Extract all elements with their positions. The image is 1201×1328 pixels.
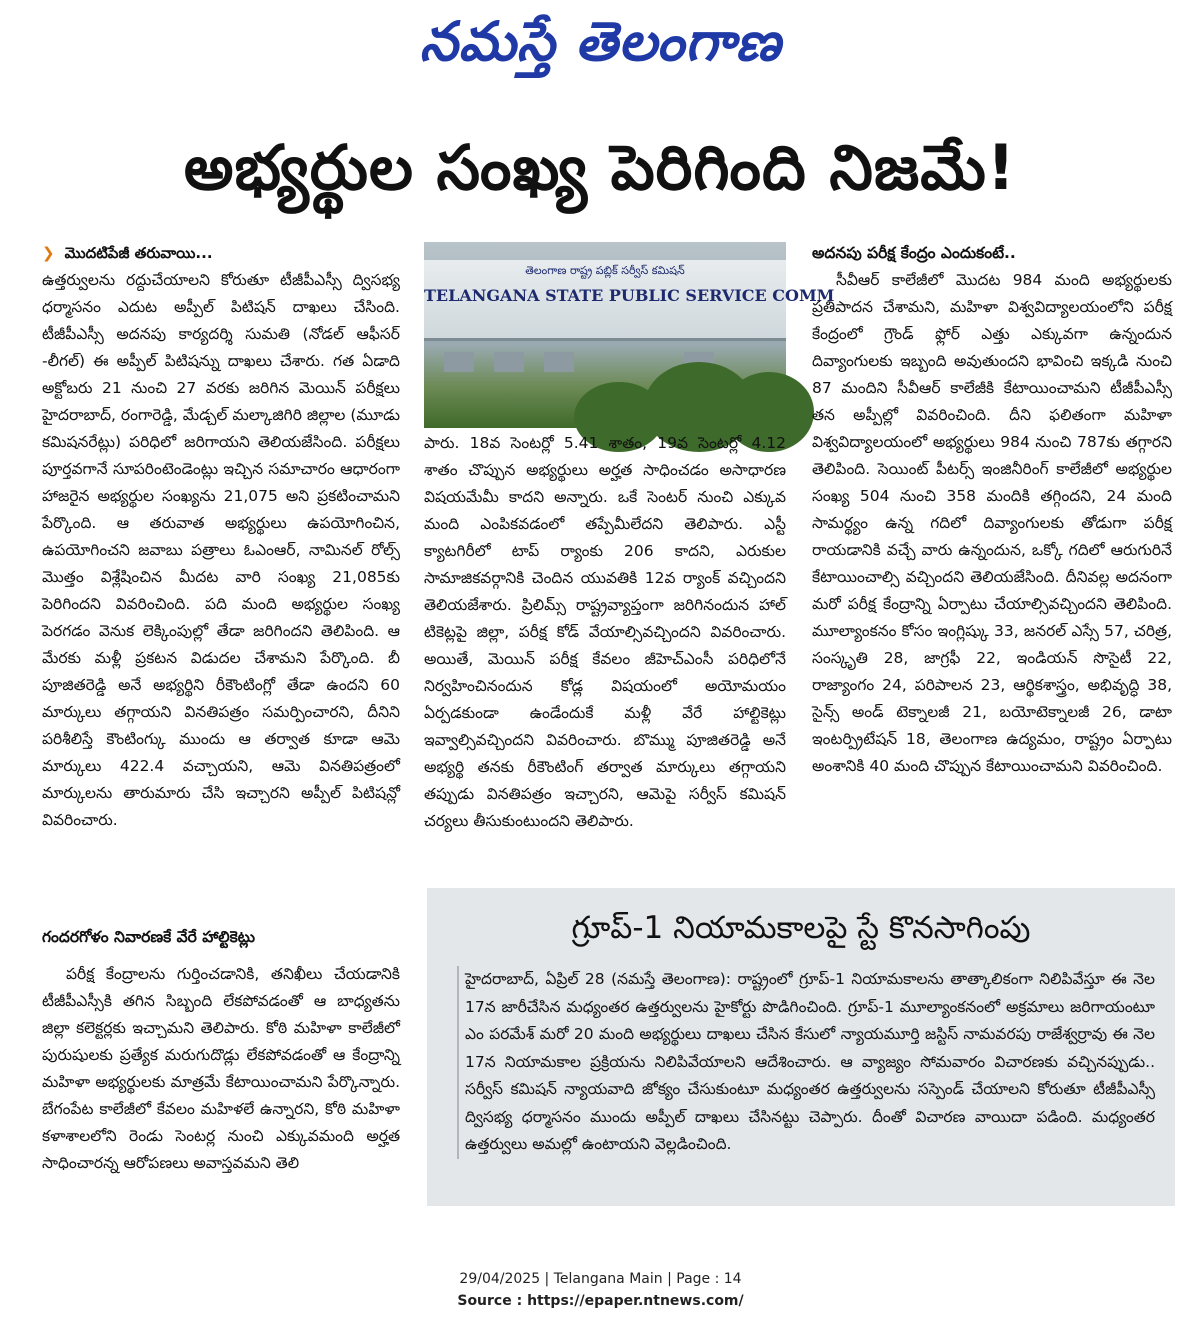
box-text: హైదరాబాద్, ఏప్రిల్ 28 (నమస్తే తెలంగాణ): రాష్ట్రంలో గ్రూప్-1 నియామకాలను తాత్కాలికంగా నిలిపివేస్తూ ఈ నెల 17న జారీచేసిన మధ్యంతర ఉత్తర్వులను హైకోర్టు పొడిగించింది. గ్రూప్-1 మూల్యాంకనంలో అక్రమాలు జరిగాయంటూ ఎం పరమేశ్ మరో 20 మంది అభ్యర్థులు దాఖలు చేసిన కేసులో న్యాయమూర్తి జస్టిస్ నామవరపు రాజేశ్వర్రావు ఈ నెల 17న నియామకాల ప్రక్రియను నిలిపివేయాలని ఆదేశించారు. ఆ వ్యాజ్యం సోమవారం విచారణకు వచ్చినప్పుడు.. సర్వీస్ కమిషన్ న్యాయవాది జోక్యం చేసుకుంటూ మధ్యంతర ఉత్తర్వులను సస్పెండ్ చేయాలని కోరుతూ టీజీపీఎస్సీ ద్విసభ్య ధర్మాసనం ముందు అప్పీల్ దాఖలు చేసినట్టు చెప్పారు. దీంతో విచారణ వాయిదా పడింది. మధ్యంతర ఉత్తర్వులు అమల్లో ఉంటాయని వెల్లడించింది. — [457, 966, 1155, 1159]
article-column-3 — [812, 240, 1172, 780]
section-title: గందరగోళం నివారణకే వేరే హాల్టికెట్లు — [42, 928, 256, 946]
article-column-1-section-2 — [42, 924, 400, 1177]
tspsc-building-photo — [424, 242, 835, 428]
chevron-right-icon: ❯ — [42, 244, 55, 262]
signboard-english-text: TELANGANA STATE PUBLIC SERVICE COMM — [424, 286, 835, 305]
article-column-2 — [424, 430, 786, 835]
section-paragraph: పరీక్ష కేంద్రాలను గుర్తించడానికి, తనిఖీలు చేయడానికి టీజీపీఎస్సీకి తగిన సిబ్బంది లేకపోవడంతో ఆ బాధ్యతను జిల్లా కలెక్టర్లకు ఇచ్చామని తెలిపారు. కోఠి మహిళా కాలేజీలో పురుషులకు ప్రత్యేక మరుగుదొడ్లు లేకపోవడంతో ఆ కేంద్రాన్ని మహిళా అభ్యర్థులకు మాత్రమే కేటాయించామని పేర్కొన్నారు. బేగంపేట కాలేజీలో కేవలం మహిళలే ఉన్నారని, కోఠి మహిళా కళాశాలలోని రెండు సెంటర్ల నుంచి ఎక్కువమంది అర్హత సాధించారన్న ఆరోపణలు అవాస్తవమని తెలి — [42, 965, 400, 1172]
edition-info: 29/04/2025 | Telangana Main | Page : 14 — [459, 1271, 742, 1287]
section-paragraph: సీవీఆర్ కాలేజీలో మొదట 984 మంది అభ్యర్థులకు ప్రతిపాదన చేశామని, మహిళా విశ్వవిద్యాలయంలోని పరీక్ష కేంద్రంలో గ్రౌండ్ ఫ్లోర్ ఎత్తు ఎక్కువగా ఉన్నందున దివ్యాంగులకు ఇబ్బంది అవుతుందని భావించి ఇక్కడి నుంచి 87 మందిని సీవీఆర్ కాలేజీకి కేటాయించామని టీజీపీఎస్సీ తన అప్పీల్లో వివరించింది. దీని ఫలితంగా మహిళా విశ్వవిద్యాలయంలో అభ్యర్థులు 984 నుంచి 787కు తగ్గారని తెలిపింది. సెయింట్ పీటర్స్ ఇంజినీరింగ్ కాలేజీలో అభ్యర్థుల సంఖ్య 504 నుంచి 358 మందికి తగ్గిందని, 24 మంది సామర్థ్యం ఉన్న గదిలో దివ్యాంగులకు తోడుగా పరీక్ష రాయడానికి వచ్చే వారు ఉన్నందున, ఒక్కో గదిలో ఆరుగురినే కేటాయించాల్సి వచ్చిందని తెలియజేసింది. దీనివల్ల అదనంగా మరో పరీక్ష కేంద్రాన్ని ఏర్పాటు చేయాల్సివచ్చిందని తెలిపింది. మూల్యాంకనం కోసం ఇంగ్లిష్కు 33, జనరల్ ఎస్సే 57, చరిత్ర, సంస్కృతి 28, జాగ్రఫీ 22, ఇండియన్ సొసైటీ 22, రాజ్యాంగం 24, పరిపాలన 23, ఆర్థికశాస్త్రం, అభివృద్ధి 38, సైన్స్ అండ్ టెక్నాలజీ 21, బయోటెక్నాలజీ 26, డాటా ఇంటర్ప్రిటేషన్ 18, తెలంగాణ ఉద్యమం, రాష్ట్రం ఏర్పాటు అంశానికి 40 మంది చొప్పున కేటాయించామని వివరించింది. — [812, 271, 1172, 775]
article-paragraph: ఉత్తర్వులను రద్దుచేయాలని కోరుతూ టీజీపీఎస్సీ ద్విసభ్య ధర్మాసనం ఎదుట అప్పీల్ పిటిషన్ దాఖలు చేసింది. టీజీపీఎస్సీ అదనపు కార్యదర్శి సుమతి (నోడల్ ఆఫీసర్ -లీగల్) ఈ అప్పీల్ పిటిషన్ను దాఖలు చేశారు. గత ఏడాది అక్టోబరు 21 నుంచి 27 వరకు జరిగిన మెయిన్ పరీక్షలు హైదరాబాద్, రంగారెడ్డి, మేడ్చల్ మల్కాజిగిరి జిల్లాల (మూడు కమిషనరేట్లు) పరిధిలో జరిగాయని తెలియజేసింది. పరీక్షలు పూర్తవగానే సూపరింటెండెంట్లు ఇచ్చిన సమాచారం ఆధారంగా హాజరైన అభ్యర్థుల సంఖ్యను 21,075 అని ప్రకటించామని పేర్కొంది. ఆ తరువాత అభ్యర్థులు ఉపయోగించిన, ఉపయోగించని జవాబు పత్రాలు ఓఎంఆర్, నామినల్ రోల్స్ మొత్తం విశ్లేషించిన మీదట వారి సంఖ్య 21,085కు పెరిగిందని వివరించింది. పది మంది అభ్యర్థుల సంఖ్య పెరగడం వెనుక లెక్కింపుల్లో తేడా జరిగిందని తెలిపింది. ఆ మేరకు మళ్లీ ప్రకటన విడుదల చేశామని పేర్కొంది. బీ పూజితరెడ్డి అనే అభ్యర్థిని రీకౌంటింగ్లో తేడా ఉందని 60 మార్కులు తగ్గాయని వినతిపత్రం సమర్పించారని, దీనిని పరిశీలిస్తే కౌంటింగ్కు ముందు ఆ తర్వాత కూడా ఆమె మార్కులు 422.4 వచ్చాయని, ఆమె వినతిపత్రంలో మార్కులను తారుమారు చేసి ఇచ్చారని అప్పీల్ పిటిషన్లో వివరించారు. — [42, 271, 400, 829]
masthead-logo: నమస్తే తెలంగాణ — [419, 9, 782, 73]
headline: అభ్యర్థుల సంఖ్య పెరిగింది నిజమే! — [183, 131, 1017, 204]
sidebar-news-box — [427, 888, 1175, 1206]
article-paragraph: పారు. 18వ సెంటర్లో 5.41 శాతం, 19వ సెంటర్లో 4.12 శాతం చొప్పున అభ్యర్థులు అర్హత సాధించడం అసాధారణ విషయమేమీ కాదని అన్నారు. ఒకే సెంటర్ నుంచి ఎక్కువ మంది ఎంపికవడంలో తప్పేమీలేదని తెలిపారు. ఎస్టీ క్యాటగిరీలో టాప్ ర్యాంకు 206 కాదని, ఎరుకుల సామాజికవర్గానికి చెందిన యువతికి 12వ ర్యాంక్ వచ్చిందని తెలియజేశారు. ప్రిలిమ్స్ రాష్ట్రవ్యాప్తంగా జరిగినందున హాల్ టికెట్లపై జిల్లా, పరీక్ష కోడ్ వేయాల్సివచ్చిందని వివరించారు. అయితే, మెయిన్ పరీక్ష కేవలం జీహెచ్ఎంసీ పరిధిలోనే నిర్వహించినందున కోడ్ల విషయంలో అయోమయం ఏర్పడకుండా ఉండేందుకే మళ్లీ వేరే హాల్టికెట్లు ఇవ్వాల్సివచ్చిందని వివరించారు. బొమ్ము పూజితరెడ్డి అనే అభ్యర్థి తనకు రీకౌంటింగ్ తర్వాత మార్కులు తగ్గాయని తప్పుడు వినతిపత్రం ఇచ్చారని, ఆమెపై సర్వీస్ కమిషన్ చర్యలు తీసుకుంటుందని తెలిపారు. — [424, 434, 786, 830]
page-footer — [0, 1268, 1201, 1312]
box-title: గ్రూప్-1 నియామకాలపై స్టే కొనసాగింపు — [571, 910, 1031, 946]
source-link[interactable]: Source : https://epaper.ntnews.com/ — [457, 1293, 744, 1309]
continued-label: ❯ మొదటిపేజీ తరువాయి... — [42, 244, 213, 262]
signboard-telugu-text: తెలంగాణ రాష్ట్ర పబ్లిక్ సర్వీస్ కమిషన్ — [525, 264, 685, 277]
article-column-1 — [42, 240, 400, 834]
section-title: అదనపు పరీక్ష కేంద్రం ఎందుకంటే.. — [812, 244, 1016, 262]
